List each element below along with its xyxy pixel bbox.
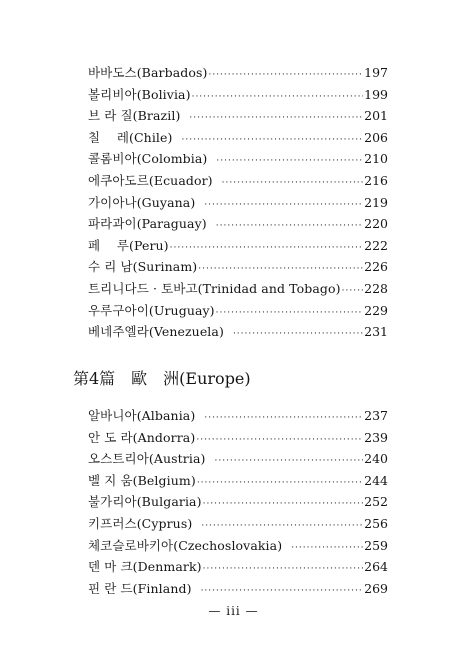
toc-entry-title: 페 루(Peru)	[88, 237, 169, 253]
toc-entry-title: 체코슬로바키아(Czechoslovakia)	[88, 537, 283, 553]
dot-leader	[189, 113, 363, 123]
toc-entry-title: 불가리아(Bulgaria)	[88, 494, 202, 510]
toc-entry-title: 우루구아이(Uruguay)	[88, 302, 215, 318]
toc-entry-title: 수 리 남(Surinam)	[88, 259, 198, 275]
page-number: — iii —	[208, 604, 259, 618]
toc-entry-page: 240	[364, 451, 388, 467]
toc-entry	[88, 257, 388, 279]
toc-entry	[88, 492, 388, 514]
toc-entry-page: 206	[364, 129, 388, 145]
dot-leader	[192, 92, 364, 102]
toc-entry	[88, 279, 388, 301]
toc-entry-page: 256	[364, 515, 388, 531]
toc-entry-title: 에쿠아도르(Ecuador)	[88, 172, 213, 188]
dot-leader	[233, 329, 363, 339]
toc-entry-page: 269	[364, 580, 388, 596]
toc-entry	[88, 579, 388, 601]
toc-entry-title: 벨 지 움(Belgium)	[88, 472, 196, 488]
toc-entry-title: 알바니아(Albania)	[88, 408, 196, 423]
toc-entry-page: 264	[364, 559, 388, 575]
toc-entry-page: 219	[364, 194, 388, 210]
toc-entry-title: 파라과이(Paraguay)	[88, 216, 207, 232]
toc-entry	[88, 536, 388, 558]
toc-entry-page: 199	[364, 86, 388, 102]
toc-entry-page: 201	[364, 108, 388, 124]
toc-entry-page: 228	[364, 280, 388, 296]
dot-leader	[291, 543, 363, 553]
toc-entry-page: 210	[364, 151, 388, 167]
toc-entry	[88, 128, 388, 150]
toc-entry-page: 244	[364, 472, 388, 488]
toc-entry	[88, 214, 388, 236]
toc-entry-title: 콜롬비아(Colombia)	[88, 151, 208, 167]
toc-entry	[88, 63, 388, 85]
dot-leader	[201, 586, 364, 596]
dot-leader	[203, 499, 364, 509]
dot-leader	[214, 456, 363, 466]
toc-entry	[88, 106, 388, 128]
toc-entry-page: 222	[364, 237, 388, 253]
dot-leader	[208, 70, 363, 80]
dot-leader	[204, 413, 363, 423]
toc-entry-page: 229	[364, 302, 388, 318]
toc-entry-title: 베네주엘라(Venezuela)	[88, 324, 224, 340]
dot-leader	[216, 156, 363, 166]
dot-leader	[197, 478, 363, 488]
toc-entry-title: 덴 마 크(Denmark)	[88, 559, 202, 575]
section-heading: 第4篇 歐 洲(Europe)	[73, 369, 251, 388]
dot-leader	[170, 243, 363, 253]
toc-entry-page: 226	[364, 259, 388, 275]
toc-entry-title: 가이아나(Guyana)	[88, 194, 196, 210]
toc-entry	[88, 428, 388, 450]
dot-leader	[182, 135, 364, 145]
toc-entry	[88, 406, 388, 428]
toc-entry-title: 트리니다드 · 토바고(Trinidad and Tobago)	[88, 280, 341, 296]
toc-entry-page: 220	[364, 216, 388, 232]
toc-list-south-america	[88, 63, 388, 344]
toc-entry-title: 바바도스(Barbados)	[88, 65, 208, 80]
toc-entry-page: 197	[364, 65, 388, 80]
toc-entry	[88, 193, 388, 215]
dot-leader	[216, 221, 363, 231]
toc-entry-page: 252	[364, 494, 388, 510]
dot-leader	[222, 178, 363, 188]
dot-leader	[198, 264, 363, 274]
dot-leader	[216, 308, 363, 318]
dot-leader	[201, 521, 363, 531]
toc-entry-page: 239	[364, 429, 388, 445]
toc-entry	[88, 322, 388, 344]
toc-entry-page: 216	[364, 172, 388, 188]
dot-leader	[204, 200, 363, 210]
toc-entry	[88, 449, 388, 471]
toc-entry	[88, 471, 388, 493]
toc-entry	[88, 514, 388, 536]
dot-leader	[203, 564, 363, 574]
toc-entry-title: 브 라 질(Brazil)	[88, 108, 181, 124]
toc-entry-page: 237	[364, 408, 388, 423]
toc-entry-page: 259	[364, 537, 388, 553]
toc-entry	[88, 236, 388, 258]
toc-entry	[88, 85, 388, 107]
toc-entry-title: 핀 란 드(Finland)	[88, 580, 192, 596]
toc-entry-title: 키프러스(Cyprus)	[88, 515, 193, 531]
toc-entry-title: 볼리비아(Bolivia)	[88, 86, 191, 102]
toc-entry-title: 칠 레(Chile)	[88, 129, 173, 145]
toc-entry-title: 오스트리아(Austria)	[88, 451, 206, 467]
toc-entry	[88, 149, 388, 171]
toc-entry	[88, 301, 388, 323]
dot-leader	[342, 286, 364, 296]
toc-entry-title: 안 도 라(Andorra)	[88, 429, 196, 445]
toc-entry	[88, 171, 388, 193]
toc-entry-page: 231	[364, 324, 388, 340]
toc-entry	[88, 557, 388, 579]
dot-leader	[196, 435, 363, 445]
toc-list-europe	[88, 406, 388, 600]
